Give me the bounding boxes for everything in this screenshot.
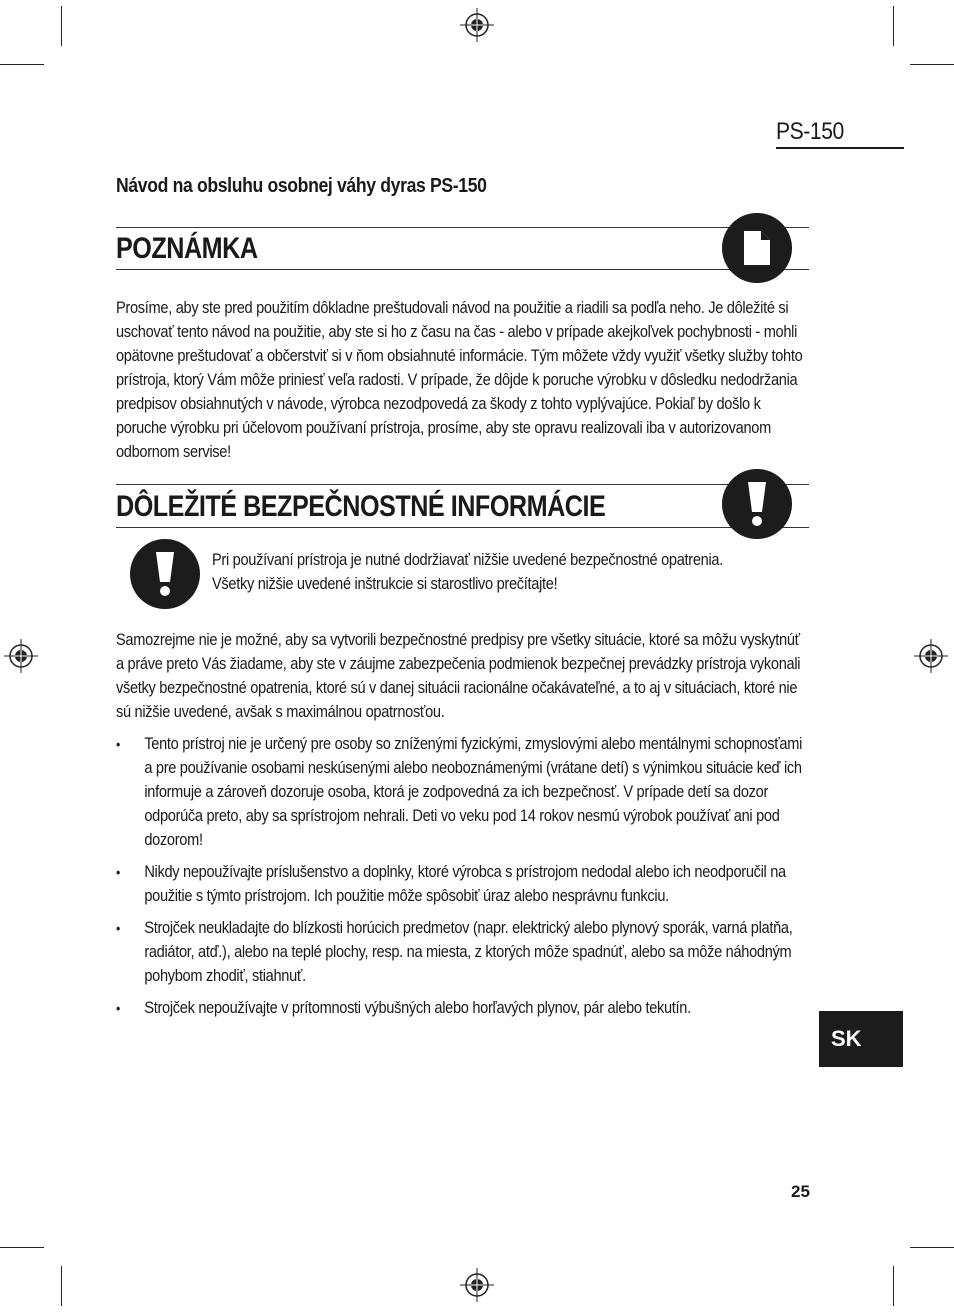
safety-heading: DÔLEŽITÉ BEZPEČNOSTNÉ INFORMÁCIE xyxy=(116,490,606,523)
crop-mark xyxy=(61,6,62,46)
exclamation-icon xyxy=(745,480,769,528)
section-rule-bottom xyxy=(116,527,809,528)
safety-list xyxy=(116,732,806,1020)
warning-text xyxy=(212,548,778,596)
registration-mark-icon xyxy=(460,1268,494,1302)
registration-mark-icon xyxy=(460,8,494,42)
page-number: 25 xyxy=(791,1182,810,1201)
note-paragraph: Prosíme, aby ste pred použitím dôkladne preštudovali návod na použitie a riadili sa podľa neho. Je dôležité si uschovať tento návod na použitie, aby ste si ho z času na čas - alebo v prípade akejkoľvek pochybnosti - mohli opätovne preštudovať a občerstviť si v ňom obsiahnuté informácie. Tým môžete vždy využiť všetky služby tohto prístroja, ktorý Vám môže priniesť veľa radosti. V prípade, že dôjde k poruche výrobku v dôsledku nedodržania predpisov obsiahnutých v návode, výrobca nezodpovedá za škody z tohto vyplývajúce. Pokiaľ by došlo k poruche výrobku pri účelovom používaní prístroja, prosíme, aby ste opravu realizovali iba v autorizovanom odbornom servise! xyxy=(116,299,803,461)
list-item: • Nikdy nepoužívajte príslušenstvo a doplnky, ktoré výrobca s prístrojom nedodal alebo ich neodporučil na použitie s týmto prístrojom. Ich použitie môže spôsobiť úraz alebo nesprávnu funkciu. xyxy=(116,860,806,908)
crop-mark xyxy=(910,64,954,65)
crop-mark xyxy=(61,1266,62,1306)
crop-mark xyxy=(0,64,44,65)
model-label: PS-150 xyxy=(776,118,844,145)
safety-body xyxy=(116,628,806,1028)
list-item: • Tento prístroj nie je určený pre osoby so zníženými fyzickými, zmyslovými alebo mentálnymi schopnosťami a pre používanie osobami neskúsenými alebo neoboznámenými (vrátane detí) s výnimkou situácie keď ich informuje a zároveň dozoruje osoba, ktorá je zodpovedná za ich bezpečnosť. V prípade detí sa dozor odporúča preto, aby sa sprístrojom nehrali. Deti vo veku pod 14 rokov nesmú výrobok používať ani pod dozorom! xyxy=(116,732,806,852)
warning-line: Všetky nižšie uvedené inštrukcie si starostlivo prečítajte! xyxy=(212,575,558,593)
model-underline xyxy=(776,147,904,149)
crop-mark xyxy=(893,6,894,46)
note-body xyxy=(116,296,806,464)
section-rule-top xyxy=(116,227,809,228)
exclamation-icon xyxy=(153,550,177,598)
safety-badge xyxy=(722,469,792,539)
note-badge xyxy=(722,213,792,283)
warning-badge xyxy=(130,539,200,609)
crop-mark xyxy=(0,1247,44,1248)
registration-mark-icon xyxy=(914,639,948,673)
list-item: • Strojček nepoužívajte v prítomnosti výbušných alebo horľavých plynov, pár alebo tekutín. xyxy=(116,996,806,1020)
note-heading: POZNÁMKA xyxy=(116,232,258,265)
registration-mark-icon xyxy=(4,639,38,673)
document-title: Návod na obsluhu osobnej váhy dyras PS-150 xyxy=(116,175,487,197)
language-tab: SK xyxy=(819,1011,903,1067)
crop-mark xyxy=(910,1247,954,1248)
safety-intro: Samozrejme nie je možné, aby sa vytvorili bezpečnostné predpisy pre všetky situácie, ktoré sa môžu vyskytnúť a práve preto Vás žiadame, aby ste v záujme zabezpečenia podmienok bezpečnej prevádzky prístroja vykonali všetky bezpečnostné opatrenia, ktoré sú v danej situácii racionálne očakávateľné, a to aj v situáciach, ktoré nie sú nižšie uvedené, avšak s maximálnou opatrnosťou. xyxy=(116,631,801,721)
section-rule-bottom xyxy=(116,269,809,270)
warning-line: Pri používaní prístroja je nutné dodržiavať nižšie uvedené bezpečnostné opatrenia. xyxy=(212,551,723,569)
list-item: • Strojček neukladajte do blízkosti horúcich predmetov (napr. elektrický alebo plynový sporák, varná platňa, radiátor, atď.), alebo na teplé plochy, resp. na miesta, z ktorých môže spadnúť, alebo sa môže náhodným pohybom zhodiť, stiahnuť. xyxy=(116,916,806,988)
section-rule-top xyxy=(116,484,809,485)
document-icon xyxy=(742,229,772,267)
crop-mark xyxy=(893,1266,894,1306)
